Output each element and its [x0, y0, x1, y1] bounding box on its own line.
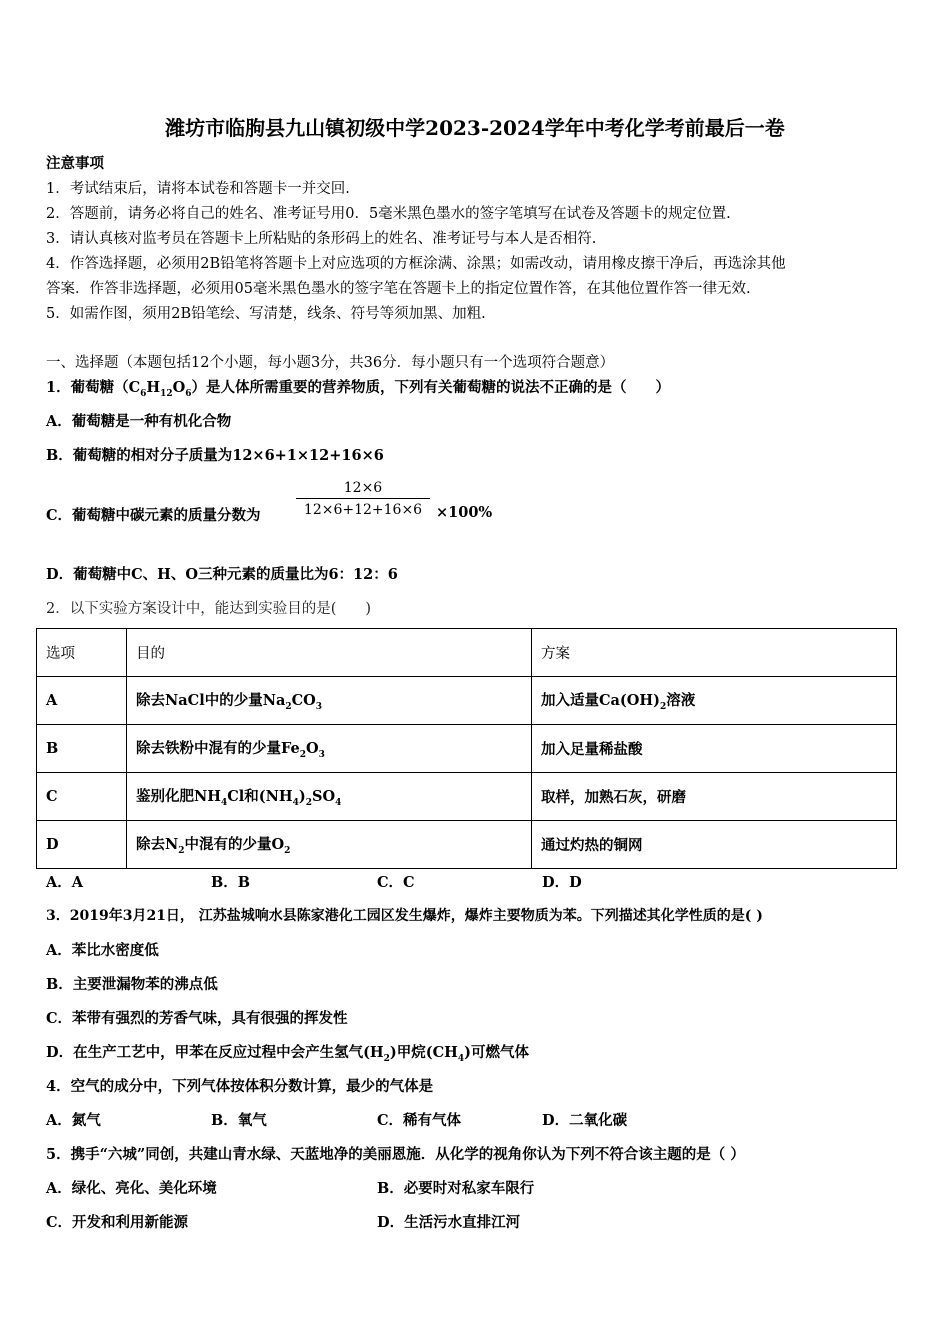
q5-option-c: C．开发和利用新能源: [46, 1214, 189, 1231]
notice-item-5: 5．如需作图，须用2B铅笔绘、写清楚，线条、符号等须加黑、加粗.: [46, 306, 486, 322]
notice-item-4: 4．作答选择题，必须用2B铅笔将答题卡上对应选项的方框涂满、涂黑；如需改动，请用橡皮擦干净后，再选涂其他: [46, 256, 786, 272]
row-aim: 除去铁粉中混有的少量$Fe_2O_3$: [127, 725, 532, 773]
q1-option-c-prefix: C．葡萄糖中碳元素的质量分数为: [46, 507, 261, 524]
row-option: D: [37, 821, 127, 869]
row-option: C: [37, 773, 127, 821]
q3-stem: 3．2019年3月21日， 江苏盐城响水县陈家港化工园区发生爆炸，爆炸主要物质为苯。下列描述其化学性质的是( ): [46, 908, 763, 924]
q1-stem: 1．葡萄糖$(C_6H_{12}O_6)$是人体所需重要的营养物质，下列有关葡萄糖的说法不正确的是（ ）: [46, 379, 671, 399]
fraction-numerator: 12×6: [343, 480, 383, 496]
notice-item-4-cont: 答案．作答非选择题，必须用05毫米黑色墨水的签字笔在答题卡上的指定位置作答，在其他位置作答一律无效.: [46, 281, 751, 297]
section-heading: 一、选择题（本题包括12个小题，每小题3分，共36分．每小题只有一个选项符合题意）: [46, 355, 615, 371]
table-header-row: [37, 629, 897, 677]
row-aim: 鉴别化肥$NH_4Cl$和$(NH_4)_2SO_4$: [127, 773, 532, 821]
notice-item-1: 1．考试结束后，请将本试卷和答题卡一并交回.: [46, 181, 350, 197]
row-option: B: [37, 725, 127, 773]
header-option: 选项: [37, 629, 127, 677]
table-row: [37, 821, 897, 869]
q5-stem: 5．携手“六城”同创，共建山青水绿、天蓝地净的美丽恩施．从化学的视角你认为下列不符合该主题的是（ ）: [46, 1146, 745, 1163]
table-row: [37, 725, 897, 773]
q1-option-c-suffix: ×100%: [436, 504, 493, 521]
row-plan: 加入足量稀盐酸: [532, 725, 897, 773]
q1-option-c-fraction: [296, 478, 430, 519]
q4-option-a: A．氮气: [46, 1112, 101, 1129]
q2-option-d: D．D: [542, 874, 582, 891]
notice-item-3: 3．请认真核对监考员在答题卡上所粘贴的条形码上的姓名、准考证号与本人是否相符.: [46, 231, 597, 247]
notice-heading: 注意事项: [46, 155, 104, 172]
q2-option-a: A．A: [46, 874, 84, 891]
q4-option-b: B．氧气: [211, 1112, 267, 1129]
q5-option-a: A．绿化、亮化、美化环境: [46, 1180, 217, 1197]
header-aim: 目的: [127, 629, 532, 677]
row-aim: 除去$N_2$中混有的少量$O_2$: [127, 821, 532, 869]
q3-option-a: A．苯比水密度低: [46, 942, 159, 959]
q5-option-d: D．生活污水直排江河: [377, 1214, 521, 1231]
q3-option-b: B．主要泄漏物苯的沸点低: [46, 976, 218, 993]
q1-option-a: A．葡萄糖是一种有机化合物: [46, 413, 232, 430]
notice-item-2: 2．答题前，请务必将自己的姓名、准考证号用0．5毫米黑色墨水的签字笔填写在试卷及答题卡的规定位置.: [46, 206, 731, 222]
row-plan: 加入适量$Ca(OH)_2$溶液: [532, 677, 897, 725]
q4-option-c: C．稀有气体: [377, 1112, 462, 1129]
row-plan: 取样，加熟石灰，研磨: [532, 773, 897, 821]
q1-option-d: D．葡萄糖中C、H、O三种元素的质量比为6：12：6: [46, 566, 398, 583]
q2-stem: 2．以下实验方案设计中，能达到实验目的是( ): [46, 601, 372, 617]
q4-option-d: D．二氧化碳: [542, 1112, 628, 1129]
header-plan: 方案: [532, 629, 897, 677]
row-aim: 除去NaCl中的少量$Na_2CO_3$: [127, 677, 532, 725]
fraction-denominator: 12×6+12+16×6: [303, 502, 423, 518]
q3-option-c: C．苯带有强烈的芳香气味，具有很强的挥发性: [46, 1010, 348, 1027]
q1-option-b: B．葡萄糖的相对分子质量为12×6+1×12+16×6: [46, 447, 384, 464]
q2-option-c: C．C: [377, 874, 415, 891]
q2-option-b: B．B: [211, 874, 251, 891]
q4-stem: 4．空气的成分中，下列气体按体积分数计算，最少的气体是: [46, 1078, 434, 1095]
page-title: 潍坊市临朐县九山镇初级中学2023-2024学年中考化学考前最后一卷: [165, 116, 785, 140]
q3-option-d: D．在生产工艺中，甲苯在反应过程中会产生氢气$(H_2)$甲烷$(CH_4)$可燃气体: [46, 1044, 530, 1064]
table-row: [37, 677, 897, 725]
row-plan: 通过灼热的铜网: [532, 821, 897, 869]
table-row: [37, 773, 897, 821]
q2-table: [36, 628, 897, 869]
q5-option-b: B．必要时对私家车限行: [377, 1180, 535, 1197]
row-option: A: [37, 677, 127, 725]
